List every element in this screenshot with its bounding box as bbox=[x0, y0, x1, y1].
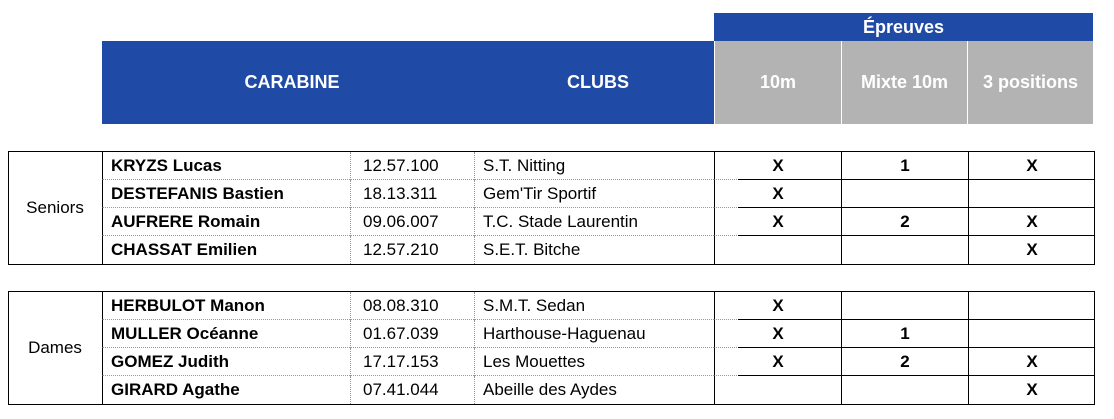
seniors-label bbox=[8, 151, 102, 265]
table-row bbox=[102, 152, 1095, 180]
event-mixte-cell bbox=[841, 180, 968, 208]
athlete-name: DESTEFANIS Bastien bbox=[102, 180, 350, 208]
event-mixte-cell: 1 bbox=[841, 152, 968, 180]
table-row bbox=[102, 376, 1095, 404]
clubs-label: CLUBS bbox=[567, 72, 629, 92]
club-name: S.T. Nitting bbox=[474, 152, 714, 180]
club-name: T.C. Stade Laurentin bbox=[474, 208, 714, 236]
athlete-name: GOMEZ Judith bbox=[102, 348, 350, 376]
row-divider bbox=[738, 347, 1095, 348]
epreuves-header bbox=[714, 13, 1093, 41]
event-mixte-cell bbox=[841, 292, 968, 320]
carabine-label: CARABINE bbox=[244, 72, 340, 92]
event-label-10m: 10m bbox=[759, 72, 797, 92]
event-header-3pos bbox=[967, 41, 1093, 124]
event-label-3pos: 3 positions bbox=[982, 72, 1078, 92]
clubs-header bbox=[482, 41, 714, 124]
athlete-name: KRYZS Lucas bbox=[102, 152, 350, 180]
event-mixte-cell: 2 bbox=[841, 348, 968, 376]
club-name: Les Mouettes bbox=[474, 348, 714, 376]
club-name: Harthouse-Haguenau bbox=[474, 320, 714, 348]
table-row bbox=[102, 348, 1095, 376]
event-3pos-cell bbox=[968, 180, 1095, 208]
licence-number: 01.67.039 bbox=[350, 320, 474, 348]
event-mixte-cell: 2 bbox=[841, 208, 968, 236]
row-divider bbox=[738, 235, 1095, 236]
event-10m-cell: X bbox=[714, 180, 841, 208]
dames-label-text: Dames bbox=[28, 338, 82, 357]
row-divider bbox=[738, 207, 1095, 208]
club-name: Abeille des Aydes bbox=[474, 376, 714, 404]
licence-number: 12.57.210 bbox=[350, 236, 474, 264]
athlete-name: MULLER Océanne bbox=[102, 320, 350, 348]
event-10m-cell: X bbox=[714, 320, 841, 348]
event-10m-cell bbox=[714, 236, 841, 264]
event-3pos-cell: X bbox=[968, 348, 1095, 376]
epreuves-label: Épreuves bbox=[862, 16, 945, 37]
club-name: S.M.T. Sedan bbox=[474, 292, 714, 320]
athlete-name: CHASSAT Emilien bbox=[102, 236, 350, 264]
club-name: S.E.T. Bitche bbox=[474, 236, 714, 264]
club-name: Gem'Tir Sportif bbox=[474, 180, 714, 208]
seniors-label-text: Seniors bbox=[26, 198, 84, 217]
event-3pos-cell: X bbox=[968, 152, 1095, 180]
table-row bbox=[102, 320, 1095, 348]
athlete-name: HERBULOT Manon bbox=[102, 292, 350, 320]
carabine-header bbox=[102, 41, 482, 124]
table-row bbox=[102, 292, 1095, 320]
event-mixte-cell bbox=[841, 376, 968, 404]
row-divider bbox=[738, 319, 1095, 320]
event-mixte-cell: 1 bbox=[841, 320, 968, 348]
event-10m-cell: X bbox=[714, 292, 841, 320]
table-row bbox=[102, 208, 1095, 236]
table-row bbox=[102, 236, 1095, 264]
event-10m-cell bbox=[714, 376, 841, 404]
licence-number: 08.08.310 bbox=[350, 292, 474, 320]
event-3pos-cell: X bbox=[968, 236, 1095, 264]
row-divider bbox=[738, 179, 1095, 180]
event-label-mixte: Mixte 10m bbox=[860, 72, 949, 92]
row-divider bbox=[738, 375, 1095, 376]
event-header-10m bbox=[714, 41, 841, 124]
event-10m-cell: X bbox=[714, 152, 841, 180]
event-3pos-cell: X bbox=[968, 376, 1095, 404]
licence-number: 07.41.044 bbox=[350, 376, 474, 404]
athlete-name: GIRARD Agathe bbox=[102, 376, 350, 404]
licence-number: 17.17.153 bbox=[350, 348, 474, 376]
event-header-mixte bbox=[841, 41, 967, 124]
event-10m-cell: X bbox=[714, 208, 841, 236]
table-row bbox=[102, 180, 1095, 208]
athlete-name: AUFRERE Romain bbox=[102, 208, 350, 236]
event-mixte-cell bbox=[841, 236, 968, 264]
licence-number: 12.57.100 bbox=[350, 152, 474, 180]
event-3pos-cell bbox=[968, 292, 1095, 320]
licence-number: 09.06.007 bbox=[350, 208, 474, 236]
event-3pos-cell: X bbox=[968, 208, 1095, 236]
licence-number: 18.13.311 bbox=[350, 180, 474, 208]
event-3pos-cell bbox=[968, 320, 1095, 348]
dames-label bbox=[8, 291, 102, 405]
event-10m-cell: X bbox=[714, 348, 841, 376]
